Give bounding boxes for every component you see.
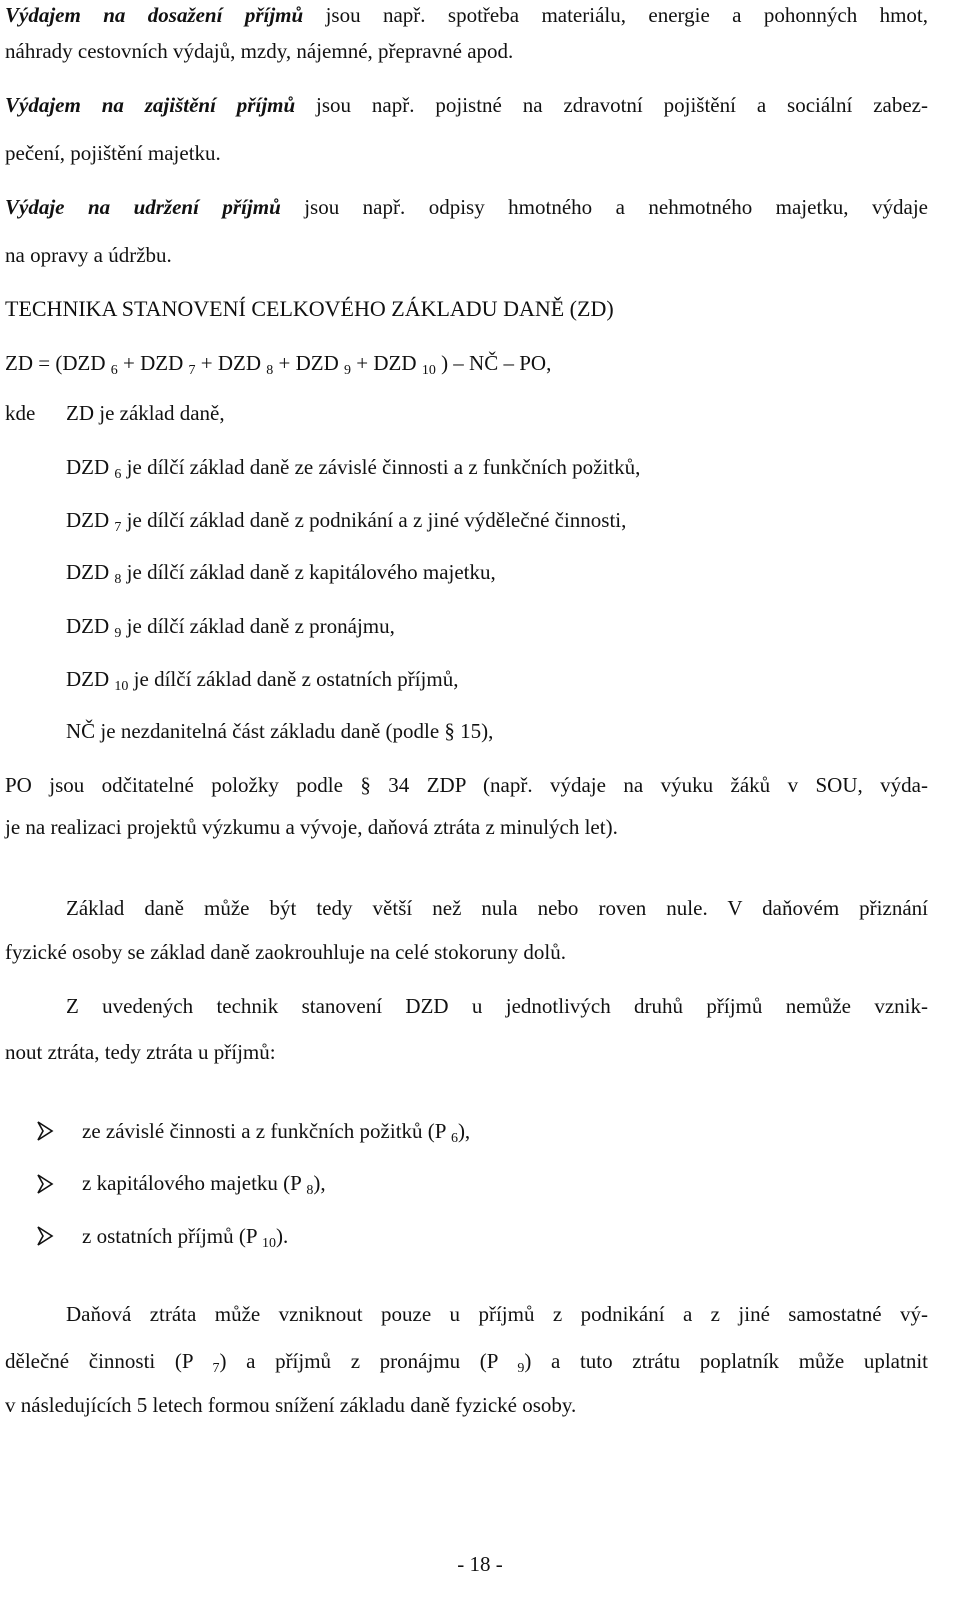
subscript: 7 [114, 520, 122, 535]
formula-subscript: 6 [110, 363, 118, 378]
text-span: DZD [66, 560, 115, 584]
definition-dzd8 [66, 557, 496, 587]
text-span: ze závislé činnosti a z funkčních požitků (P [82, 1119, 451, 1143]
text-span: z ostatních příjmů (P [82, 1224, 263, 1248]
formula-part: + DZD [351, 351, 422, 375]
text-span: DZD [66, 614, 115, 638]
subscript: 7 [212, 1361, 220, 1376]
term-securing-income: Výdajem na zajištění příjmů [5, 93, 296, 117]
bullet-item-2 [82, 1168, 326, 1198]
text-span: je dílčí základ daně ze závislé činnosti a z funkčních požitků, [121, 455, 641, 479]
tax-loss-line-3: v následujících 5 letech formou snížení základu daně fyzické osoby. [5, 1393, 577, 1417]
tax-loss-line-1: Daňová ztráta může vzniknout pouze u příjmů z podnikání a z jiné samostatné vý- [66, 1302, 928, 1326]
definition-dzd9 [66, 611, 395, 641]
text-span: ), [313, 1171, 326, 1195]
subscript: 10 [114, 679, 129, 694]
income-expense-line-4: pečení, pojištění majetku. [5, 141, 221, 165]
subscript: 8 [114, 572, 122, 587]
arrowhead-bullet-icon [36, 1120, 54, 1142]
loss-line-1: Z uvedených technik stanovení DZD u jednotlivých druhů příjmů nemůže vznik- [66, 994, 928, 1018]
text-span: ) a příjmů z pronájmu (P [219, 1349, 518, 1373]
tax-base-formula [5, 348, 551, 378]
subscript: 9 [114, 626, 122, 641]
term-achieving-income: Výdajem na dosažení příjmů [5, 3, 304, 27]
text-span: jsou např. spotřeba materiálu, energie a pohonných hmot, [303, 3, 928, 27]
definition-nc: NČ je nezdanitelná část základu daně (podle § 15), [66, 719, 494, 743]
subscript: 8 [306, 1183, 314, 1198]
tax-base-line-1: Základ daně může být tedy větší než nula nebo roven nule. V daňovém přiznání [66, 896, 928, 920]
page-number: - 18 - [457, 1552, 503, 1576]
formula-subscript: 7 [188, 363, 196, 378]
tax-loss-line-2 [5, 1346, 928, 1376]
formula-subscript: 8 [266, 363, 274, 378]
text-span: z kapitálového majetku (P [82, 1171, 307, 1195]
loss-line-2: nout ztráta, tedy ztráta u příjmů: [5, 1040, 276, 1064]
formula-part: + DZD [117, 351, 189, 375]
income-expense-line-2: náhrady cestovních výdajů, mzdy, nájemné, přepravné apod. [5, 39, 514, 63]
definition-dzd7 [66, 505, 626, 535]
text-span: ). [276, 1224, 289, 1248]
text-span: ), [457, 1119, 471, 1143]
definition-kde: kde [5, 401, 36, 425]
formula-part: + DZD [273, 351, 345, 375]
text-span: je dílčí základ daně z ostatních příjmů, [128, 667, 459, 691]
text-span: DZD [66, 455, 115, 479]
arrowhead-bullet-icon [36, 1225, 54, 1247]
definition-dzd10 [66, 664, 458, 694]
subscript: 6 [114, 467, 122, 482]
text-span: DZD [66, 667, 115, 691]
text-span: dělečné činnosti (P [5, 1349, 213, 1373]
formula-subscript: 10 [421, 363, 436, 378]
subscript: 10 [262, 1236, 277, 1251]
text-span: ) a tuto ztrátu poplatník může uplatnit [524, 1349, 928, 1373]
formula-subscript: 9 [344, 363, 352, 378]
subscript: 9 [517, 1361, 525, 1376]
bullet-item-1 [82, 1116, 470, 1146]
subscript: 6 [450, 1131, 458, 1146]
income-expense-line-6: na opravy a údržbu. [5, 243, 172, 267]
definition-po-line-2: je na realizaci projektů výzkumu a vývoje, daňová ztráta z minulých let). [5, 815, 618, 839]
definition-po-line-1: PO jsou odčitatelné položky podle § 34 ZDP (např. výdaje na výuku žáků v SOU, výda- [5, 773, 928, 797]
formula-part: ) – NČ – PO, [435, 351, 552, 375]
tax-base-line-2: fyzické osoby se základ daně zaokrouhluje na celé stokoruny dolů. [5, 940, 566, 964]
text-span: je dílčí základ daně z podnikání a z jiné výdělečné činnosti, [121, 508, 627, 532]
income-expense-line-3 [5, 90, 928, 120]
text-span: jsou např. pojistné na zdravotní pojištění a sociální zabez- [295, 93, 928, 117]
income-expense-line-1 [5, 0, 928, 30]
term-maintaining-income: Výdaje na udržení příjmů [5, 195, 281, 219]
formula-part: + DZD [195, 351, 267, 375]
section-heading: TECHNIKA STANOVENÍ CELKOVÉHO ZÁKLADU DANĚ (ZD) [5, 296, 614, 321]
text-span: DZD [66, 508, 115, 532]
bullet-item-3 [82, 1221, 288, 1251]
text-span: je dílčí základ daně z pronájmu, [121, 614, 395, 638]
text-span: jsou např. odpisy hmotného a nehmotného majetku, výdaje [280, 195, 928, 219]
text-span: je dílčí základ daně z kapitálového majetku, [121, 560, 496, 584]
income-expense-line-5 [5, 192, 928, 222]
definition-dzd6 [66, 452, 640, 482]
arrowhead-bullet-icon [36, 1173, 54, 1195]
definition-zd: ZD je základ daně, [66, 401, 225, 425]
formula-part: ZD = (DZD [5, 351, 111, 375]
